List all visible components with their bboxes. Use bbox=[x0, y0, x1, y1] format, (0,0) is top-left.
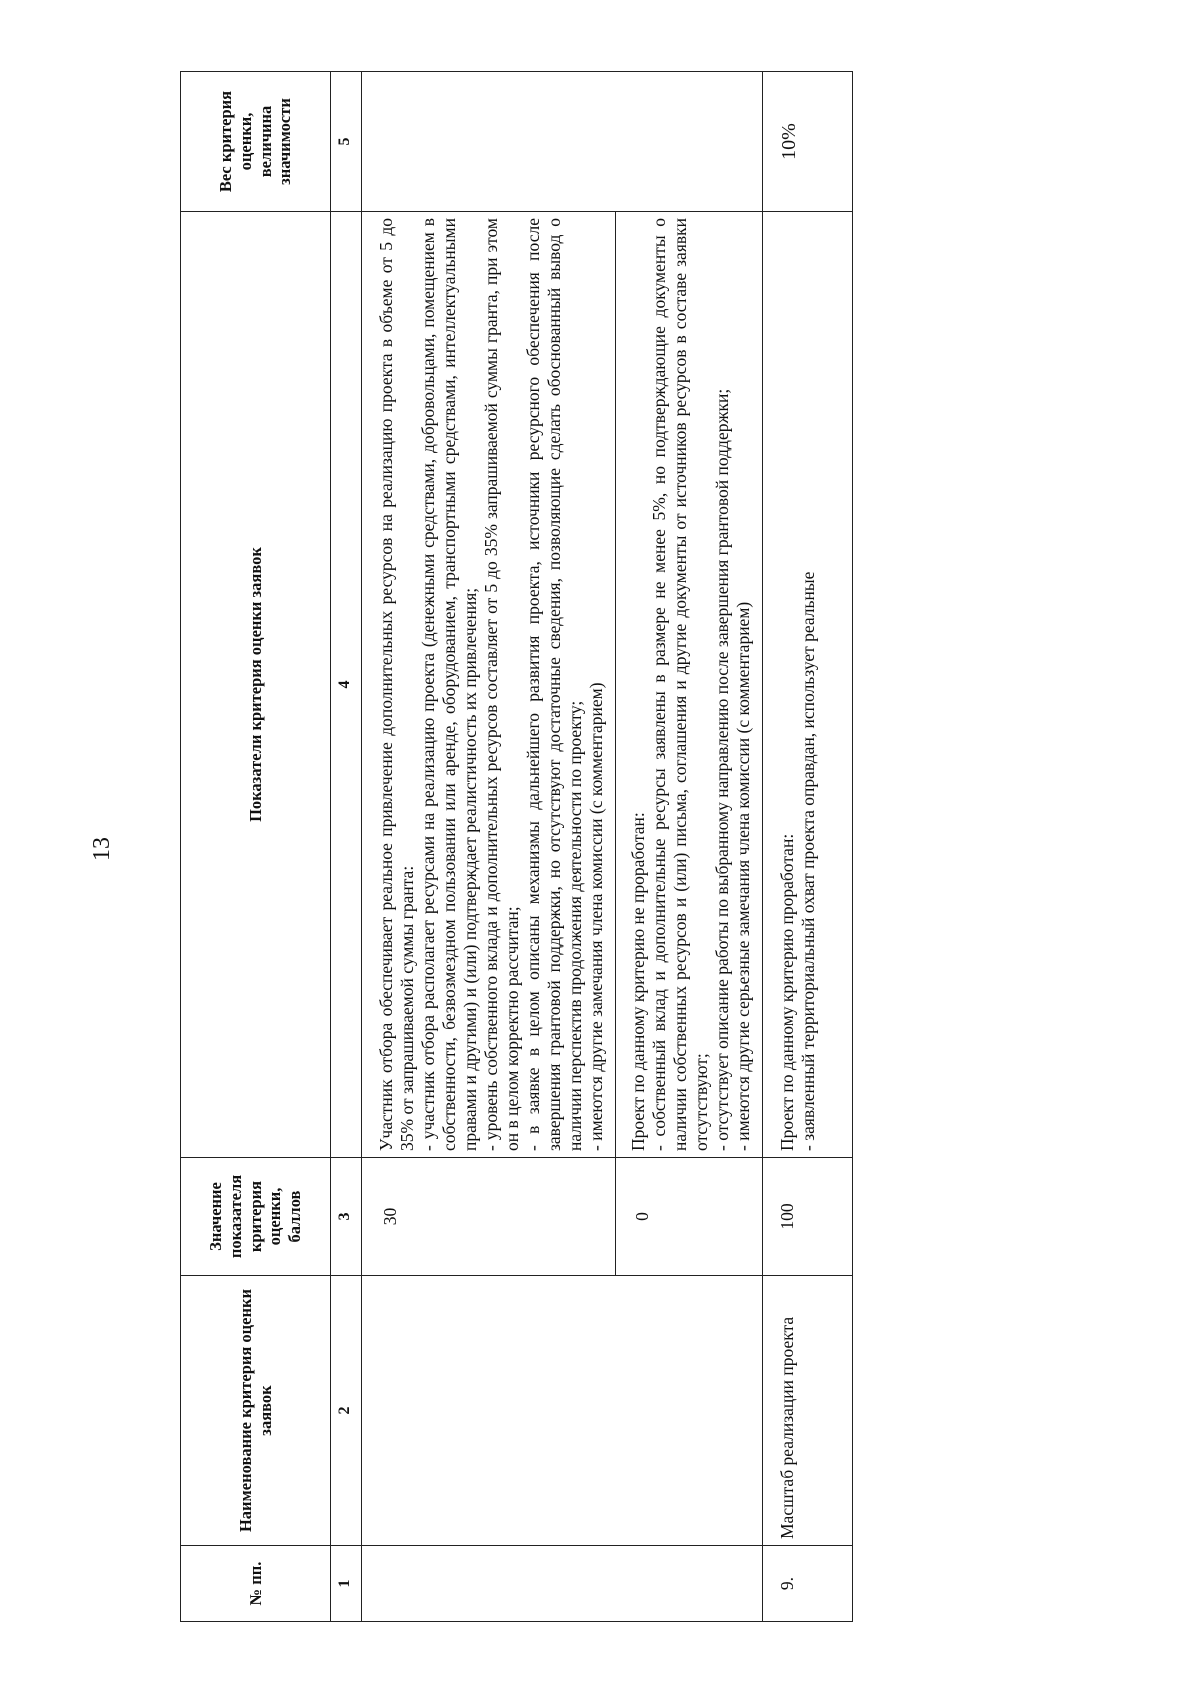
rotated-table-wrapper bbox=[180, 72, 1100, 1622]
header-weight: Вес критерия оценки, величина значимости bbox=[181, 72, 331, 212]
criteria-table bbox=[180, 71, 853, 1622]
cell-empty bbox=[616, 72, 763, 212]
cell-empty bbox=[616, 1276, 763, 1546]
score-cell: 0 bbox=[616, 1158, 763, 1276]
page-number: 13 bbox=[89, 837, 115, 861]
weight-cell: 10% bbox=[763, 72, 853, 212]
indicator-line: - отсутствует описание работы по выбранному направлению после завершения грантовой поддержки; bbox=[712, 388, 732, 1151]
column-number: 1 bbox=[331, 1546, 362, 1622]
header-score: Значение показателя критерия оценки, баллов bbox=[181, 1158, 331, 1276]
header-criterion-name: Наименование критерия оценки заявок bbox=[181, 1276, 331, 1546]
column-number: 2 bbox=[331, 1276, 362, 1546]
indicator-line: - уровень собственного вклада и дополнительных ресурсов составляет от 5 до 35% запрашиваемой суммы гранта, при этом он в целом корректно рассчитан; bbox=[481, 218, 522, 1151]
column-number: 4 bbox=[331, 212, 362, 1158]
header-number: № пп. bbox=[181, 1546, 331, 1622]
indicator-line: Проект по данному критерию проработан: bbox=[777, 833, 797, 1151]
cell-empty bbox=[362, 1276, 616, 1546]
cell-empty bbox=[616, 1546, 763, 1622]
indicator-line: - собственный вклад и дополнительные ресурсы заявлены в размере не менее 5%, но подтверждающие документы о наличии собственных ресурсов и (или) письма, соглашения и другие документы от источников ресурсов в составе заявки отсутствуют; bbox=[649, 218, 711, 1151]
header-row bbox=[181, 72, 331, 1622]
column-number: 5 bbox=[331, 72, 362, 212]
table-row-criterion-9 bbox=[763, 72, 853, 1622]
indicators-cell bbox=[763, 212, 853, 1158]
header-indicators: Показатели критерия оценки заявок bbox=[181, 212, 331, 1158]
cell-empty bbox=[362, 72, 616, 212]
criterion-name: Масштаб реализации проекта bbox=[763, 1276, 853, 1546]
indicator-line: - имеются другие серьезные замечания члена комиссии (с комментарием) bbox=[733, 601, 753, 1151]
indicator-line: Участник отбора обеспечивает реальное привлечение дополнительных ресурсов на реализацию проекта в объеме от 5 до 35% от запрашиваемой суммы гранта: bbox=[376, 218, 417, 1151]
score-cell: 30 bbox=[362, 1158, 616, 1276]
indicator-line: Проект по данному критерию не проработан: bbox=[628, 812, 648, 1151]
table-row-score-0 bbox=[616, 72, 763, 1622]
column-number: 3 bbox=[331, 1158, 362, 1276]
score-cell: 100 bbox=[763, 1158, 853, 1276]
criterion-number: 9. bbox=[763, 1546, 853, 1622]
cell-empty bbox=[362, 1546, 616, 1622]
table-row-score-30 bbox=[362, 72, 616, 1622]
indicators-cell bbox=[362, 212, 616, 1158]
indicator-line: - имеются другие замечания члена комиссии (с комментарием) bbox=[586, 682, 606, 1151]
indicators-cell bbox=[616, 212, 763, 1158]
column-number-row bbox=[331, 72, 362, 1622]
indicator-line: - заявленный территориальный охват проекта оправдан, использует реальные bbox=[798, 571, 818, 1151]
indicator-line: - участник отбора располагает ресурсами на реализацию проекта (денежными средствами, добровольцами, помещением в собственности, безвозмездном пользовании или аренде, оборудованием, транспортными средствами, интеллектуальными правами и другими) и (или) подтверждает реалистичность их привлечения; bbox=[418, 218, 480, 1151]
indicator-line: - в заявке в целом описаны механизмы дальнейшего развития проекта, источники ресурсного обеспечения после завершения грантовой поддержки, но отсутствуют достаточные сведения, позволяющие сделать обоснованный вывод о наличии перспектив продолжения деятельности по проекту; bbox=[523, 218, 585, 1151]
